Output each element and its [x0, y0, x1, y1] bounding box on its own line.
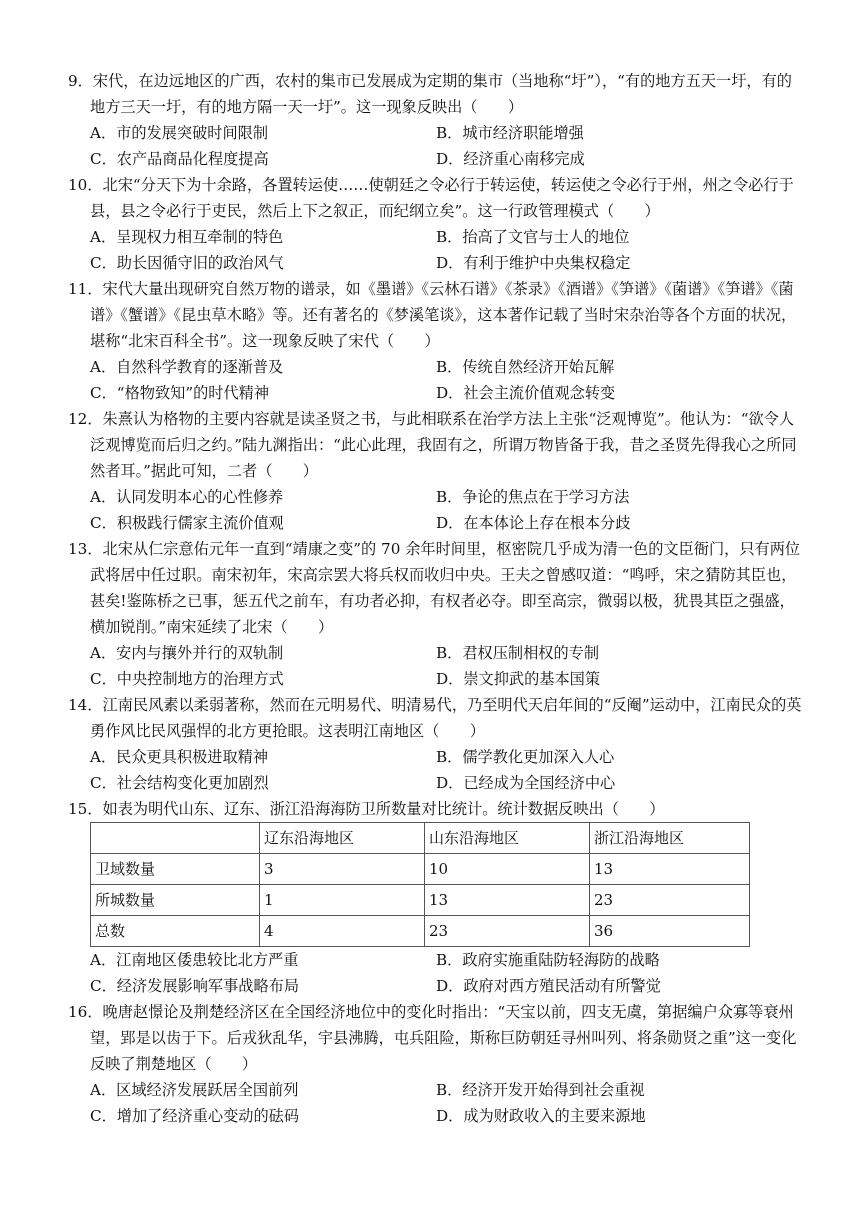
- option-a[interactable]: A．呈现权力相互牵制的特色: [90, 228, 284, 246]
- option-c[interactable]: C．经济发展影响军事战略布局: [90, 977, 300, 995]
- table-cell: 23: [590, 885, 750, 916]
- option-b[interactable]: B．争论的焦点在于学习方法: [436, 488, 630, 506]
- option-c[interactable]: C．积极践行儒家主流价值观: [90, 514, 284, 532]
- option-d[interactable]: D．政府对西方殖民活动有所警觉: [436, 977, 661, 995]
- question-11: [68, 276, 806, 406]
- table-header-cell: 山东沿海地区: [425, 823, 590, 854]
- question-14: [68, 692, 806, 796]
- table-row: [91, 854, 750, 885]
- question-stem: 14．江南民风素以柔弱著称，然而在元明易代、明清易代，乃至明代天启年间的“反阉”运动中，江南民众的英勇作风比民风强悍的北方更抢眼。这表明江南地区（ ）: [68, 696, 802, 740]
- table-header-row: [91, 823, 750, 854]
- table-cell: 13: [590, 854, 750, 885]
- question-12: [68, 406, 806, 536]
- option-a[interactable]: A．民众更具积极进取精神: [90, 748, 269, 766]
- option-d[interactable]: D．成为财政收入的主要来源地: [436, 1107, 646, 1125]
- option-a[interactable]: A．江南地区倭患较比北方严重: [90, 951, 299, 969]
- option-a[interactable]: A．区域经济发展跃居全国前列: [90, 1081, 299, 1099]
- option-d[interactable]: D．社会主流价值观念转变: [436, 384, 616, 402]
- table-cell: 1: [260, 885, 425, 916]
- exam-page: [68, 68, 806, 1129]
- question-stem: 10．北宋“分天下为十余路，各置转运使……使朝廷之令必行于转运使，转运使之令必行于州，州之令必行于县，县之令必行于吏民，然后上下之叙正，而纪纲立矣”。这一行政管理模式（ ）: [68, 176, 794, 220]
- table-cell: 10: [425, 854, 590, 885]
- question-10: [68, 172, 806, 276]
- options: [68, 947, 806, 999]
- option-a[interactable]: A．安内与攘外并行的双轨制: [90, 644, 284, 662]
- option-b[interactable]: B．君权压制相权的专制: [436, 644, 600, 662]
- option-d[interactable]: D．崇文抑武的基本国策: [436, 670, 601, 688]
- options: [68, 224, 806, 276]
- options: [68, 354, 806, 406]
- option-c[interactable]: C．助长因循守旧的政治风气: [90, 254, 284, 272]
- question-stem: 11．宋代大量出现研究自然万物的谱录，如《墨谱》《云林石谱》《茶录》《酒谱》《笋谱》《菌谱》《笋谱》《菌谱》《蟹谱》《昆虫草木略》等。还有著名的《梦溪笔谈》，这本著作记载了当时宋杂治等各个方面的状况，堪称“北宋百科全书”。这一现象反映了宋代（ ）: [68, 280, 797, 350]
- table-row: [91, 916, 750, 947]
- option-b[interactable]: B．经济开发开始得到社会重视: [436, 1081, 645, 1099]
- table-header-cell: 浙江沿海地区: [590, 823, 750, 854]
- options: [68, 640, 806, 692]
- question-stem: 16．晚唐赵憬论及荆楚经济区在全国经济地位中的变化时指出：“天宝以前，四支无虞，第据编户众寡等衰州望，郢是以齿于下。后戎狄乱华，宇县沸腾，屯兵阻险，斯称巨防朝廷寻州叫列、将条勋贤之重”这一变化反映了荆楚地区（ ）: [68, 1003, 797, 1073]
- options: [68, 744, 806, 796]
- option-a[interactable]: A．认同发明本心的心性修养: [90, 488, 284, 506]
- table-cell: 卫域数量: [91, 854, 260, 885]
- question-16: [68, 999, 806, 1129]
- option-b[interactable]: B．城市经济职能增强: [436, 124, 584, 142]
- option-d[interactable]: D．在本体论上存在根本分歧: [436, 514, 631, 532]
- question-9: [68, 68, 806, 172]
- table-row: [91, 885, 750, 916]
- table-header-cell: 辽东沿海地区: [260, 823, 425, 854]
- table-cell: 4: [260, 916, 425, 947]
- option-c[interactable]: C．增加了经济重心变动的砝码: [90, 1107, 300, 1125]
- question-stem: 15．如表为明代山东、辽东、浙江沿海海防卫所数量对比统计。统计数据反映出（ ）: [68, 800, 665, 818]
- table-cell: 3: [260, 854, 425, 885]
- option-c[interactable]: C．社会结构变化更加剧烈: [90, 774, 269, 792]
- question-13: [68, 536, 806, 692]
- option-b[interactable]: B．抬高了文官与士人的地位: [436, 228, 630, 246]
- option-c[interactable]: C．“格物致知”的时代精神: [90, 384, 270, 402]
- option-b[interactable]: B．政府实施重陆防轻海防的战略: [436, 951, 660, 969]
- question-stem: 13．北宋从仁宗意佑元年一直到“靖康之变”的 70 余年时间里，枢密院几乎成为清一色的文臣衙门，只有两位武将居中任过职。南宋初年，宋高宗罢大将兵权而收归中央。王夫之曾感叹道：“鸣呼，宋之猜防其臣也，甚矣!鉴陈桥之已事，惩五代之前车，有功者必抑，有权者必夺。即至高宗，微弱以极，犹畏其臣之强盛，横加锐削。”南宋延续了北宋（ ）: [68, 540, 801, 636]
- question-15: [68, 796, 806, 999]
- table-cell: 所城数量: [91, 885, 260, 916]
- option-c[interactable]: C．农产品商品化程度提高: [90, 150, 269, 168]
- option-a[interactable]: A．自然科学教育的逐渐普及: [90, 358, 284, 376]
- option-d[interactable]: D．有利于维护中央集权稳定: [436, 254, 631, 272]
- options: [68, 1077, 806, 1129]
- table-header-cell: [91, 823, 260, 854]
- coastal-defense-table: [90, 822, 750, 947]
- options: [68, 120, 806, 172]
- question-stem: 12．朱熹认为格物的主要内容就是读圣贤之书，与此相联系在治学方法上主张“泛观博览”。他认为：“欲令人泛观博览而后归之约。”陆九渊指出：“此心此理，我固有之，所谓万物皆备于我，昔之圣贤先得我心之所同然者耳。”据此可知，二者（ ）: [68, 410, 797, 480]
- option-d[interactable]: D．已经成为全国经济中心: [436, 774, 616, 792]
- option-b[interactable]: B．传统自然经济开始瓦解: [436, 358, 615, 376]
- table-cell: 总数: [91, 916, 260, 947]
- option-b[interactable]: B．儒学教化更加深入人心: [436, 748, 615, 766]
- options: [68, 484, 806, 536]
- option-a[interactable]: A．市的发展突破时间限制: [90, 124, 269, 142]
- table-cell: 23: [425, 916, 590, 947]
- question-stem: 9．宋代，在边远地区的广西，农村的集市已发展成为定期的集市（当地称“圩”），“有的地方五天一圩，有的地方三天一圩，有的地方隔一天一圩”。这一现象反映出（ ）: [68, 72, 792, 116]
- table-cell: 36: [590, 916, 750, 947]
- option-d[interactable]: D．经济重心南移完成: [436, 150, 585, 168]
- option-c[interactable]: C．中央控制地方的治理方式: [90, 670, 284, 688]
- table-cell: 13: [425, 885, 590, 916]
